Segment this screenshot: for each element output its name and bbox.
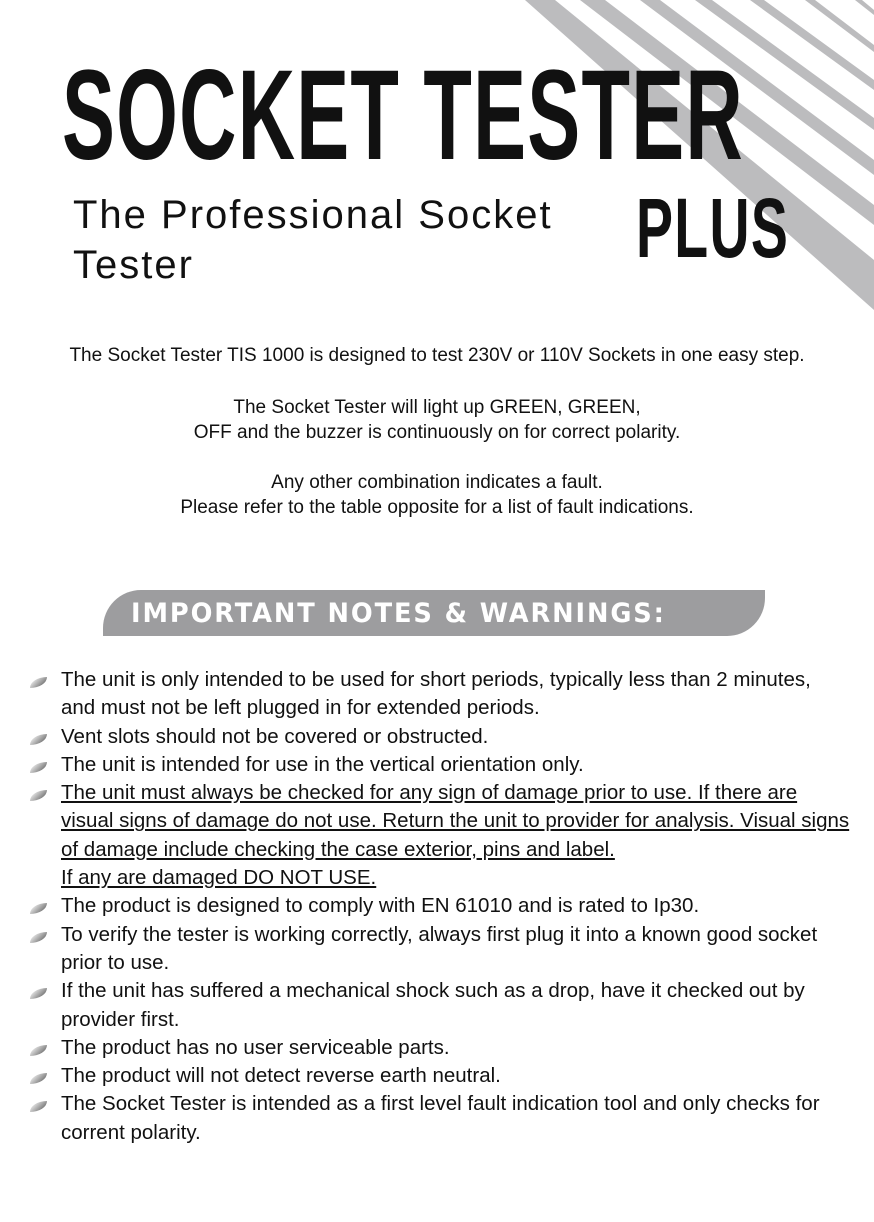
list-item — [30, 779, 850, 892]
intro-text: OFF and the buzzer is continuously on for correct polarity. — [193, 422, 681, 443]
note-text: The product is designed to comply with EN 61010 and is rated to Ip30. — [61, 894, 700, 918]
intro-text: The Socket Tester will light up GREEN, GREEN, — [233, 397, 641, 418]
intro-text: The Socket Tester TIS 1000 is designed to test 230V or 110V Sockets in one easy step. — [69, 345, 805, 366]
leaf-bullet-icon — [30, 1045, 47, 1056]
notes-list — [30, 666, 850, 1147]
notes-banner — [103, 590, 765, 636]
intro-text: Any other combination indicates a fault. — [271, 472, 603, 493]
intro-text: Please refer to the table opposite for a list of fault indications. — [180, 497, 694, 518]
note-text: The unit is only intended to be used for short periods, typically less than 2 minutes, and must not be left plugged in for extended periods. — [61, 668, 811, 720]
subtitle: The Professional Socket Tester — [73, 193, 553, 287]
leaf-bullet-icon — [30, 932, 47, 943]
list-item — [30, 977, 850, 1034]
note-text: The product will not detect reverse earth neutral. — [61, 1064, 501, 1088]
list-item — [30, 751, 850, 779]
note-text: Vent slots should not be covered or obstructed. — [61, 724, 489, 748]
leaf-bullet-icon — [30, 677, 47, 688]
list-item — [30, 1090, 850, 1147]
note-text: The unit must always be checked for any sign of damage prior to use. If there are visual signs of damage do not use. Return the unit to provider for analysis. Visual signs of damage include checking the case exterior, pins and label. — [61, 781, 850, 861]
list-item — [30, 1034, 850, 1062]
note-text: If any are damaged DO NOT USE. — [61, 866, 377, 890]
list-item — [30, 892, 850, 920]
notes-heading: IMPORTANT NOTES & WARNINGS: — [131, 598, 666, 629]
page-title: SOCKET TESTER — [62, 44, 744, 187]
leaf-bullet-icon — [30, 734, 47, 745]
leaf-bullet-icon — [30, 762, 47, 773]
leaf-bullet-icon — [30, 988, 47, 999]
note-text: The Socket Tester is intended as a first level fault indication tool and only checks for corrent polarity. — [61, 1092, 820, 1144]
note-text: The unit is intended for use in the vertical orientation only. — [61, 752, 584, 776]
title-suffix: PLUS — [636, 181, 790, 275]
note-text: To verify the tester is working correctly, always first plug it into a known good socket prior to use. — [61, 922, 818, 974]
list-item — [30, 1062, 850, 1090]
leaf-bullet-icon — [30, 1101, 47, 1112]
note-text: The product has no user serviceable parts. — [61, 1035, 450, 1059]
note-text: If the unit has suffered a mechanical shock such as a drop, have it checked out by provider first. — [61, 979, 805, 1031]
leaf-bullet-icon — [30, 1073, 47, 1084]
list-item — [30, 666, 850, 723]
list-item — [30, 921, 850, 978]
list-item — [30, 723, 850, 751]
leaf-bullet-icon — [30, 790, 47, 801]
leaf-bullet-icon — [30, 903, 47, 914]
